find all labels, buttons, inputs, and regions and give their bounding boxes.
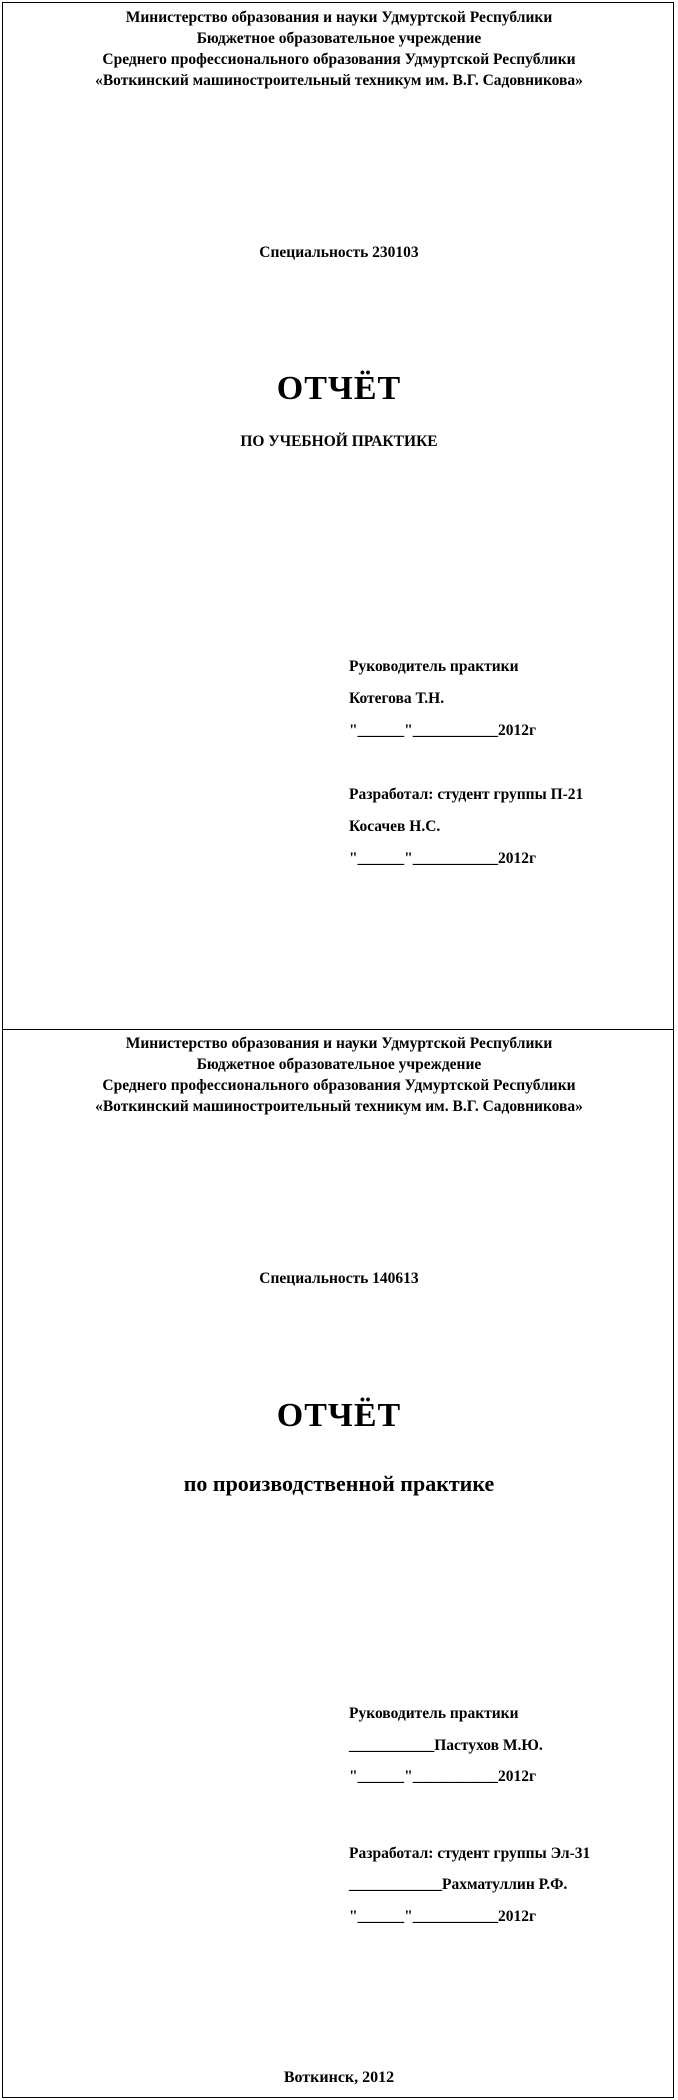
page1-author-name: Косачев Н.С. [349,818,441,835]
page2-header-ministry: Министерство образования и науки Удмуртской Республики [125,1035,553,1052]
page2-header-institution-name: «Воткинский машиностроительный техникум им. В.Г. Садовникова» [95,1098,583,1115]
page1-supervisor-name: Котегова Т.Н. [349,690,445,707]
page2-header-education-level: Среднего профессионального образования Удмуртской Республики [102,1077,576,1094]
page1-supervisor-label: Руководитель практики [349,658,519,675]
page1-author-date: "______"___________2012г [349,850,536,867]
page1-report-title: ОТЧЁТ [276,370,402,407]
page1-author-label: Разработал: студент группы П-21 [349,786,584,803]
page2-header-institution-type: Бюджетное образовательное учреждение [196,1056,482,1073]
page2-supervisor-date: "______"___________2012г [349,1768,536,1785]
page1-supervisor-date: "______"___________2012г [349,722,536,739]
page2-footer-city-year: Воткинск, 2012 [283,2069,395,2086]
page1-report-subtitle: ПО УЧЕБНОЙ ПРАКТИКЕ [240,433,438,450]
page2-supervisor-label: Руководитель практики [349,1705,519,1722]
page1-header-institution-type: Бюджетное образовательное учреждение [196,30,482,47]
page2-author-date: "______"___________2012г [349,1908,536,1925]
page-divider [2,1029,674,1030]
page2-supervisor-name: ___________Пастухов М.Ю. [349,1737,543,1754]
page2-report-title: ОТЧЁТ [276,1397,402,1434]
page2-author-label: Разработал: студент группы Эл-31 [349,1845,591,1862]
page1-header-ministry: Министерство образования и науки Удмуртской Республики [125,9,553,26]
page1-specialty: Специальность 230103 [259,244,419,261]
page2-report-subtitle: по производственной практике [183,1471,495,1496]
page2-specialty: Специальность 140613 [259,1270,419,1287]
page1-header-institution-name: «Воткинский машиностроительный техникум им. В.Г. Садовникова» [95,72,583,89]
page2-author-name: ____________Рахматуллин Р.Ф. [349,1876,568,1893]
page1-header-education-level: Среднего профессионального образования Удмуртской Республики [102,51,576,68]
